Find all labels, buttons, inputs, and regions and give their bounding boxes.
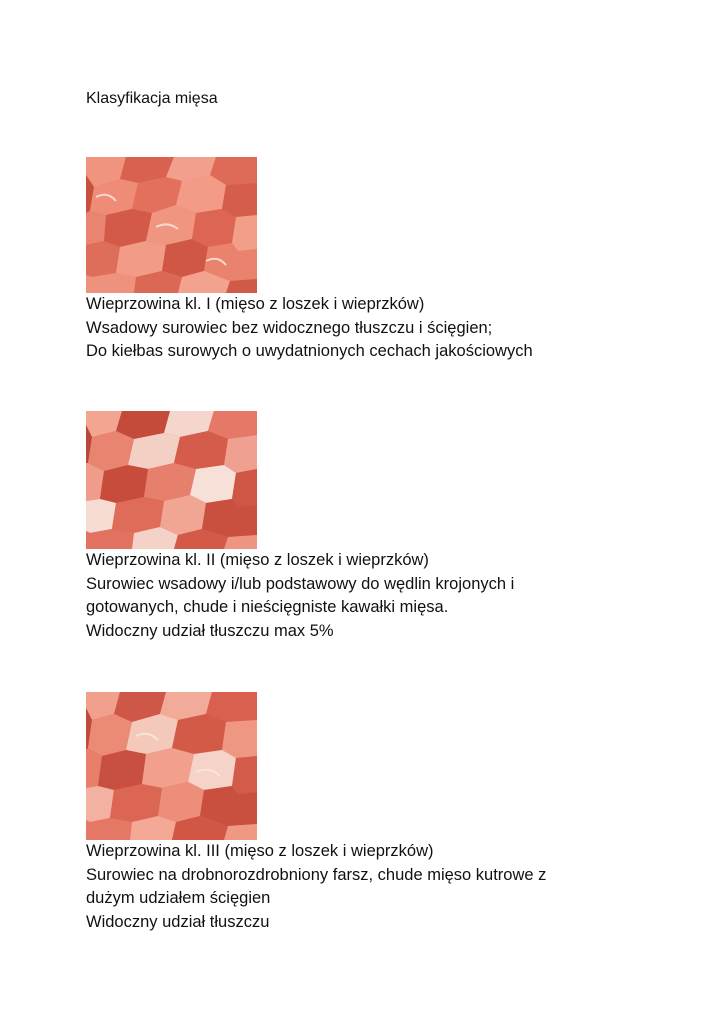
raw-pork-class-3-photo xyxy=(86,692,257,840)
caption-line: Widoczny udział tłuszczu xyxy=(86,912,270,931)
meat-class-3-section xyxy=(86,692,646,934)
caption-line: Wieprzowina kl. III (mięso z loszek i wieprzków) xyxy=(86,842,434,860)
caption-line: Do kiełbas surowych o uwydatnionych cechach jakościowych xyxy=(86,342,533,360)
caption-line: dużym udziałem ścięgien xyxy=(86,889,271,907)
caption-line: Wsadowy surowiec bez widocznego tłuszczu i ścięgien; xyxy=(86,318,493,337)
meat-chunks-image xyxy=(86,157,257,293)
meat-class-1-section xyxy=(86,157,646,364)
meat-class-2-section xyxy=(86,411,646,643)
caption-line: Surowiec wsadowy i/lub podstawowy do wędlin krojonych i xyxy=(86,574,515,593)
caption-line: Widoczny udział tłuszczu max 5% xyxy=(86,621,334,640)
meat-class-1-description xyxy=(86,293,646,364)
meat-chunks-image xyxy=(86,692,257,840)
caption-line: Surowiec na drobnorozdrobniony farsz, chude mięso kutrowe z xyxy=(86,865,547,884)
caption-line: Wieprzowina kl. I (mięso z loszek i wieprzków) xyxy=(86,295,425,313)
raw-pork-class-2-photo xyxy=(86,411,257,549)
meat-chunks-image xyxy=(86,411,257,549)
caption-line: gotowanych, chude i nieścięgniste kawałki mięsa. xyxy=(86,598,449,616)
caption-line: Wieprzowina kl. II (mięso z loszek i wieprzków) xyxy=(86,551,429,569)
page-title: Klasyfikacja mięsa xyxy=(86,90,218,107)
meat-class-2-description xyxy=(86,549,646,643)
raw-pork-class-1-photo xyxy=(86,157,257,293)
meat-class-3-description xyxy=(86,840,646,934)
